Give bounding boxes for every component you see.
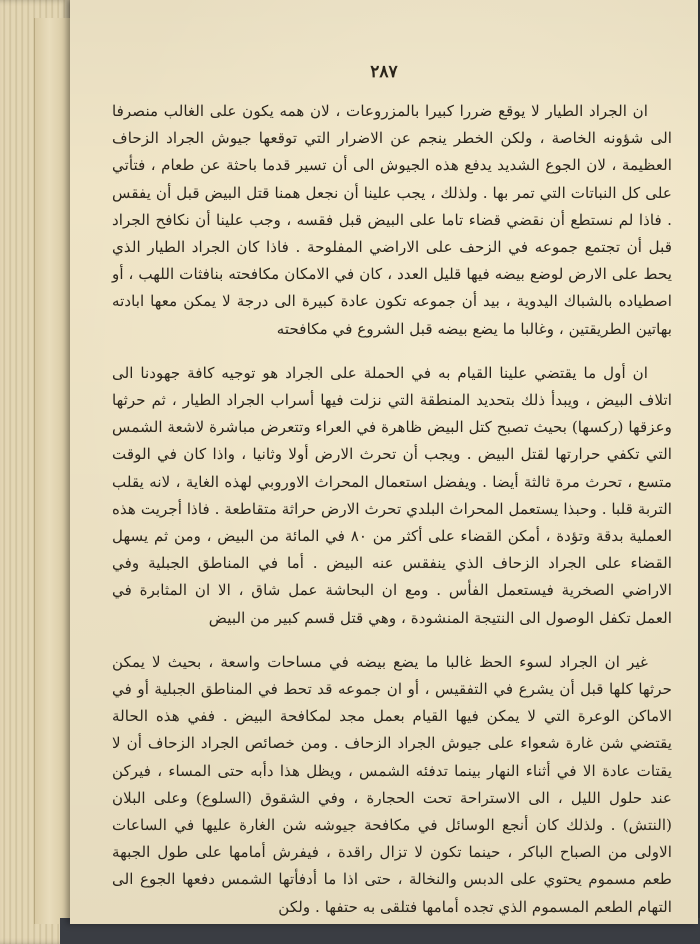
book-page bbox=[70, 0, 698, 924]
page-number: ٢٨٧ bbox=[370, 62, 398, 82]
paragraph-1: ان الجراد الطيار لا يوقع ضررا كبيرا بالمزروعات ، لان همه يكون على الغالب منصرفا الى شؤونه الخاصة ، ولكن الخطر ينجم عن الاضرار التي توقعها جيوش الجراد الزحاف العظيمة ، لان الجوع الشديد يدفع هذه الجيوش الى أن تسير قدما باحثة عن طعام ، فتأتي على كل النباتات التي تمر بها . ولذلك ، يجب علينا أن نجعل همنا قتل البيض قبل أن يفقس . فاذا لم نستطع أن نقضي قضاء تاما على البيض قبل فقسه ، وجب علينا أن نكافح الجراد قبل أن تجتمع جموعه في الزحف على الاراضي المفلوحة . فاذا كان الجراد الطيار الذي يحط على الارض لوضع بيضه فيها قليل العدد ، كان في الامكان مكافحته بنافثات اللهب ، أو اصطياده بالشباك اليدوية ، بيد أن جموعه تكون عادة كبيرة الى درجة لا يمكن معها ابادته بهاتين الطريقتين ، وغالبا ما يضع بيضه قبل الشروع في مكافحته bbox=[112, 102, 672, 338]
page-body-text bbox=[112, 98, 672, 921]
book-page-edges bbox=[0, 0, 70, 944]
paragraph-3: غير ان الجراد لسوء الحظ غالبا ما يضع بيضه في مساحات واسعة ، بحيث لا يمكن حرثها كلها قبل أن يشرع في التفقيس ، أو ان جموعه قد تحط في المناطق الجبلية أو في الاماكن الوعرة التي لا يمكن فيها القيام بعمل مجد لمكافحة البيض . ففي هذه الحالة يقتضي شن غارة شعواء على جيوش الجراد الزحاف . ومن خصائص الجراد الزحاف أن لا يقتات عادة الا في أثناء النهار بينما تدفئه الشمس ، ويظل هذا دأبه حتى المساء ، فيركن عند حلول الليل ، الى الاستراحة تحت الحجارة ، وفي الشقوق (السلوع) وعلى البلان (النتش) . ولذلك كان أنجع الوسائل في مكافحة جيوشه شن الغارة عليها في الساعات الاولى من الصباح الباكر ، حينما تكون لا تزال راقدة ، فيفرش أمامها على طول الجبهة طعم مسموم يحتوي على الدبس والنخالة ، حتى اذا ما أدفأتها الشمس دفعها الجوع الى التهام الطعم المسموم الذي تجده أمامها فتلقى به حتفها . ولكن bbox=[112, 652, 672, 916]
book-binding-fold bbox=[34, 18, 71, 924]
paragraph-2: ان أول ما يقتضي علينا القيام به في الحملة على الجراد هو توجيه كافة جهودنا الى اتلاف البيض ، ويبدأ ذلك بتحديد المنطقة التي نزلت فيها أسراب الجراد الطيار ، ثم حرثها وعزقها (ركسها) بحيث تصبح كتل البيض ظاهرة في العراء وتتعرض مباشرة لاشعة الشمس التي تكفي حرارتها لقتل البيض . ويجب أن تحرث الارض أولا وثانيا ، واذا كان في الوقت متسع ، تحرث مرة ثالثة أيضا . ويفضل استعمال المحراث الاوروبي لهذه الغاية ، لانه يقلب التربة قلبا . وحبذا يستعمل المحراث البلدي تحرث الارض حراثة متقاطعة . فاذا أجريت هذه العملية بدقة وتؤدة ، أمكن القضاء على أكثر من ٨٠ في المائة من البيض ، ومن ثم يسهل القضاء على الجراد الزحاف الذي ينفقس عنه البيض . أما في المناطق الجبلية وفي الاراضي الصخرية فيستعمل الفأس . ومع ان البحاشة عمل شاق ، الا ان المثابرة في العمل تكفل الوصول الى النتيجة المنشودة ، وهي قتل قسم كبير من البيض bbox=[112, 363, 672, 627]
